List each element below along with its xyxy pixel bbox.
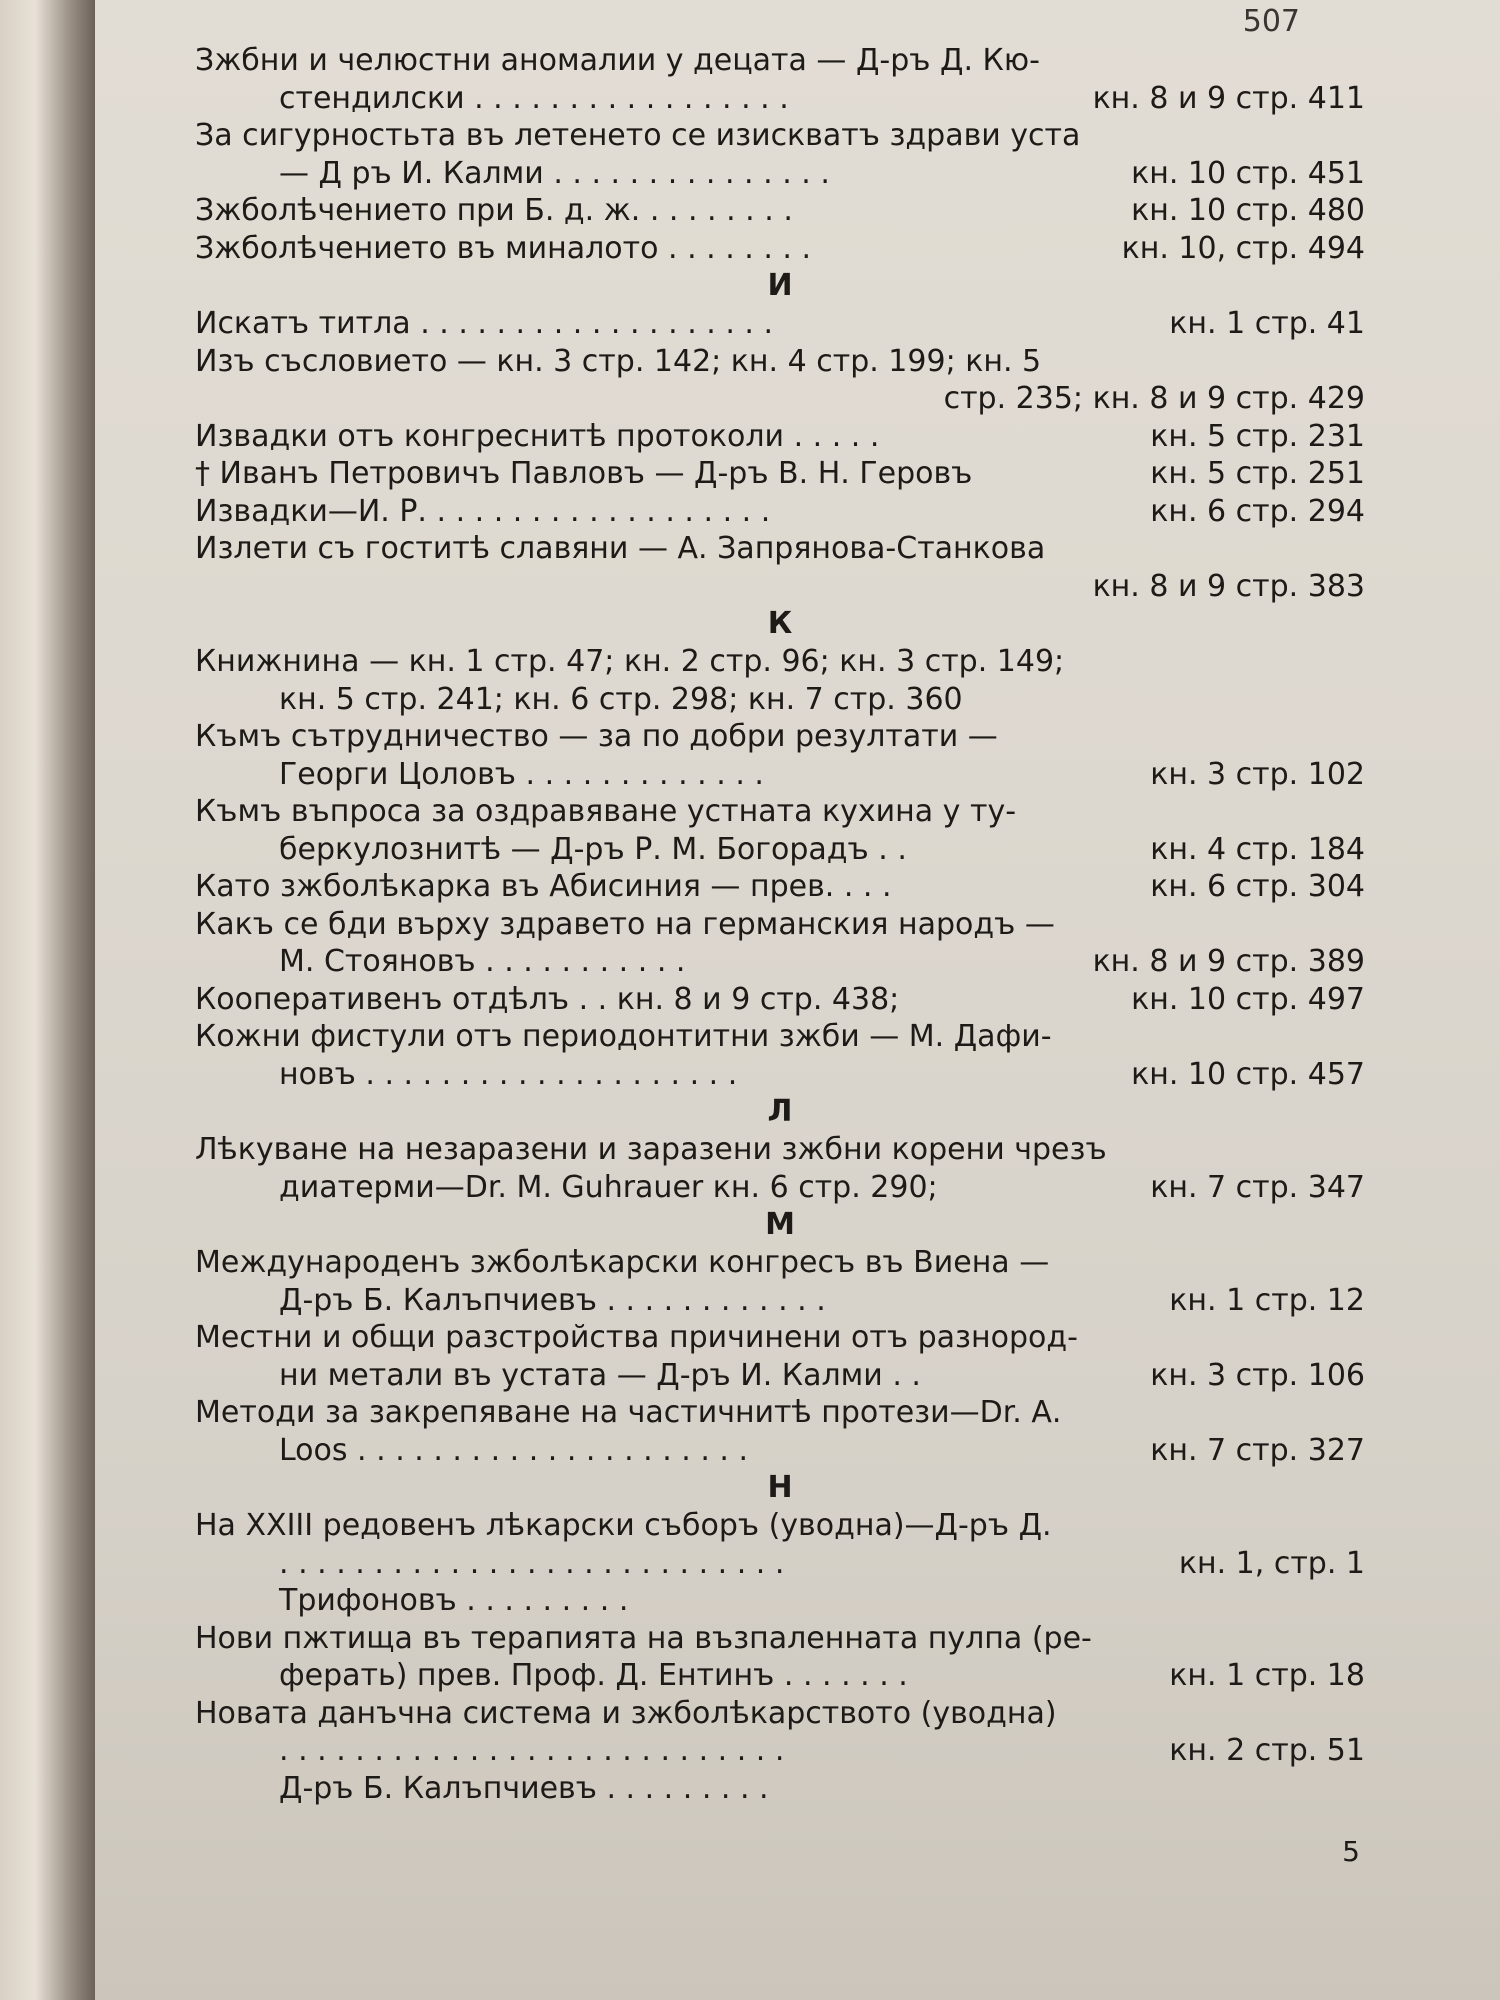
entry-title: † Иванъ Петровичъ Павловъ — Д-ръ В. Н. Геровъ [195, 456, 973, 491]
entry-title: Д-ръ Б. Калъпчиевъ . . . . . . . . . . . . [279, 1282, 826, 1318]
entry-line [195, 643, 1365, 681]
entry-reference: кн. 10 стр. 497 [1131, 981, 1365, 1017]
entry-title: Зжболѣчението при Б. д. ж. . . . . . . . . [195, 193, 793, 228]
entry-line [195, 1244, 1365, 1282]
entry-line [195, 343, 1365, 381]
entry-line [195, 1582, 1365, 1620]
entry-title: М. Стояновъ . . . . . . . . . . . [279, 944, 686, 979]
entry-title: Международенъ зжболѣкарски конгресъ въ Виена — [195, 1245, 1050, 1280]
entry-line [195, 155, 1365, 193]
entry-line [195, 455, 1365, 493]
entry-title: стендилски . . . . . . . . . . . . . . . . . [279, 80, 789, 116]
index-entry [195, 643, 1365, 718]
entry-title: — Д ръ И. Калми . . . . . . . . . . . . . . . [279, 155, 830, 191]
entry-title: Местни и общи разстройства причинени отъ разнород- [195, 1320, 1078, 1355]
index-entry [195, 1131, 1365, 1206]
entry-reference: кн. 8 и 9 стр. 383 [1092, 568, 1365, 604]
entry-reference: кн. 1, стр. 1 [1178, 1545, 1365, 1581]
entry-line [195, 1018, 1365, 1056]
index-entry [195, 906, 1365, 981]
entry-line [195, 868, 1365, 906]
index-entry [195, 455, 1365, 493]
entry-line [195, 1131, 1365, 1169]
index-content [195, 42, 1365, 1807]
entry-title: Искатъ титла . . . . . . . . . . . . . . . . . . . [195, 306, 774, 341]
entry-title: Лѣкуване на незаразени и заразени зжбни корени чрезъ [195, 1132, 1107, 1167]
entry-line [195, 1695, 1365, 1733]
entry-reference: кн. 7 стр. 347 [1150, 1169, 1365, 1205]
entry-line [195, 1357, 1365, 1395]
entry-reference: кн. 3 стр. 102 [1150, 756, 1365, 792]
entry-title: Кожни фистули отъ периодонтитни зжби — М. Дафи- [195, 1019, 1052, 1054]
entry-reference: стр. 235; кн. 8 и 9 стр. 429 [943, 381, 1365, 416]
entry-title: Като зжболѣкарка въ Абисиния — прев. . . . [195, 869, 892, 904]
entry-title: Къмъ въпроса за оздравяване устната кухина у ту- [195, 794, 1017, 829]
entry-line [195, 418, 1365, 456]
entry-title: Изъ съсловието — кн. 3 стр. 142; кн. 4 стр. 199; кн. 5 [195, 343, 1042, 379]
entry-title: . . . . . . . . . . . . . . . . . . . . . . . . . . . [279, 1545, 785, 1581]
entry-title: Зжбни и челюстни аномалии у децата — Д-ръ Д. Кю- [195, 43, 1040, 78]
index-entry [195, 1620, 1365, 1695]
index-entry [195, 1394, 1365, 1469]
entry-title: Извадки отъ конгреснитѣ протоколи . . . . . [195, 418, 880, 454]
entry-reference: кн. 2 стр. 51 [1169, 1733, 1365, 1768]
index-entry [195, 1319, 1365, 1394]
entry-line [195, 530, 1365, 568]
entry-line [195, 42, 1365, 80]
entry-line [195, 1620, 1365, 1658]
entry-line [195, 906, 1365, 944]
section-letter: И [767, 268, 793, 303]
entry-title: Кооперативенъ отдѣлъ . . кн. 8 и 9 стр. 438; [195, 981, 900, 1017]
entry-line [195, 305, 1365, 343]
index-entry [195, 305, 1365, 343]
entry-reference: кн. 10, стр. 494 [1121, 230, 1365, 266]
section-letter: К [767, 606, 793, 641]
entry-title: Нови пжтища въ терапията на възпаленната пулпа (ре- [195, 1620, 1092, 1656]
section-letter: Л [767, 1094, 793, 1129]
entry-line [195, 1319, 1365, 1357]
index-entry [195, 868, 1365, 906]
entry-title: Книжнина — кн. 1 стр. 47; кн. 2 стр. 96; кн. 3 стр. 149; [195, 644, 1065, 679]
entry-line [195, 981, 1365, 1019]
entry-reference: кн. 6 стр. 294 [1150, 493, 1365, 529]
entry-reference: кн. 6 стр. 304 [1150, 869, 1365, 904]
index-entry [195, 230, 1365, 268]
entry-title: . . . . . . . . . . . . . . . . . . . . . . . . . . . [279, 1733, 785, 1768]
entry-line [195, 793, 1365, 831]
section-letter: Н [767, 1470, 793, 1505]
index-entry [195, 530, 1365, 605]
entry-line [195, 117, 1365, 155]
entry-title: новъ . . . . . . . . . . . . . . . . . . . . [279, 1056, 738, 1092]
entry-title: ни метали въ устата — Д-ръ И. Калми . . [279, 1357, 921, 1393]
index-entry [195, 192, 1365, 230]
entry-title: Новата данъчна система и зжболѣкарството (уводна) [195, 1695, 1057, 1731]
entry-reference: кн. 1 стр. 12 [1169, 1282, 1365, 1318]
entry-title: Д-ръ Б. Калъпчиевъ . . . . . . . . . [279, 1770, 769, 1806]
entry-title: кн. 5 стр. 241; кн. 6 стр. 298; кн. 7 стр. 360 [279, 681, 963, 717]
entry-line [195, 943, 1365, 981]
entry-reference: кн. 8 и 9 стр. 389 [1092, 944, 1365, 979]
entry-title: Извадки—И. Р. . . . . . . . . . . . . . . . . . . [195, 493, 771, 529]
entry-title: ферать) прев. Проф. Д. Ентинъ . . . . . . . [279, 1658, 908, 1693]
index-entry [195, 718, 1365, 793]
entry-title: Какъ се бди върху здравето на германския народъ — [195, 906, 1055, 942]
index-entry [195, 343, 1365, 418]
entry-reference: кн. 7 стр. 327 [1150, 1432, 1365, 1468]
entry-title: Къмъ сътрудничество — за по добри резултати — [195, 719, 998, 754]
index-entry [195, 117, 1365, 192]
entry-line [195, 1732, 1365, 1770]
index-entry [195, 793, 1365, 868]
entry-title: Loos . . . . . . . . . . . . . . . . . . . . . [279, 1432, 749, 1468]
entry-title: диатерми—Dr. M. Guhrauer кн. 6 стр. 290; [279, 1169, 938, 1205]
entry-title: Методи за закрепяване на частичнитѣ протези—Dr. А. [195, 1395, 1062, 1430]
index-entry [195, 1695, 1365, 1808]
entry-line [195, 1545, 1365, 1583]
entry-line [195, 831, 1365, 869]
entry-title: За сигурностьта въ летенето се изискватъ здрави уста [195, 118, 1081, 153]
entry-line [195, 493, 1365, 531]
entry-title: На XXIII редовенъ лѣкарски съборъ (уводна)—Д-ръ Д. [195, 1508, 1052, 1543]
entry-reference: кн. 5 стр. 231 [1150, 418, 1365, 454]
index-entry [195, 981, 1365, 1019]
entry-reference: кн. 10 стр. 451 [1131, 155, 1365, 191]
book-page [95, 0, 1500, 2000]
entry-reference: кн. 10 стр. 480 [1131, 193, 1365, 228]
entry-line [195, 568, 1365, 606]
entry-title: Зжболѣчението въ миналото . . . . . . . . [195, 230, 812, 266]
entry-title: беркулознитѣ — Д-ръ Р. М. Богорадъ . . [279, 831, 907, 867]
entry-line [195, 380, 1365, 418]
entry-reference: кн. 1 стр. 41 [1169, 306, 1365, 341]
entry-line [195, 192, 1365, 230]
signature-number: 5 [1342, 1835, 1360, 1868]
entry-reference: кн. 5 стр. 251 [1150, 456, 1365, 491]
entry-title: Георги Цоловъ . . . . . . . . . . . . . [279, 756, 764, 792]
entry-line [195, 1056, 1365, 1094]
index-entry [195, 1507, 1365, 1620]
entry-reference: кн. 8 и 9 стр. 411 [1092, 80, 1365, 116]
book-binding-edge [0, 0, 95, 2000]
entry-reference: кн. 10 стр. 457 [1131, 1056, 1365, 1092]
entry-line [195, 230, 1365, 268]
entry-line [195, 1507, 1365, 1545]
entry-line [195, 1770, 1365, 1808]
entry-line [195, 756, 1365, 794]
page-number: 507 [1242, 4, 1300, 39]
entry-line [195, 681, 1365, 719]
entry-reference: кн. 1 стр. 18 [1169, 1658, 1365, 1693]
section-letter: М [765, 1207, 795, 1242]
index-entry [195, 1018, 1365, 1093]
index-entry [195, 42, 1365, 117]
entry-reference: кн. 3 стр. 106 [1150, 1357, 1365, 1393]
entry-line [195, 1394, 1365, 1432]
entry-line [195, 80, 1365, 118]
entry-line [195, 1169, 1365, 1207]
index-entry [195, 1244, 1365, 1319]
entry-reference: кн. 4 стр. 184 [1150, 831, 1365, 867]
entry-line [195, 1432, 1365, 1470]
entry-title: Трифоновъ . . . . . . . . . [279, 1583, 629, 1618]
index-entry [195, 418, 1365, 456]
entry-line [195, 1282, 1365, 1320]
entry-title: Излети съ гоститѣ славяни — А. Запрянова-Станкова [195, 531, 1046, 566]
entry-line [195, 1657, 1365, 1695]
entry-line [195, 718, 1365, 756]
index-entry [195, 493, 1365, 531]
